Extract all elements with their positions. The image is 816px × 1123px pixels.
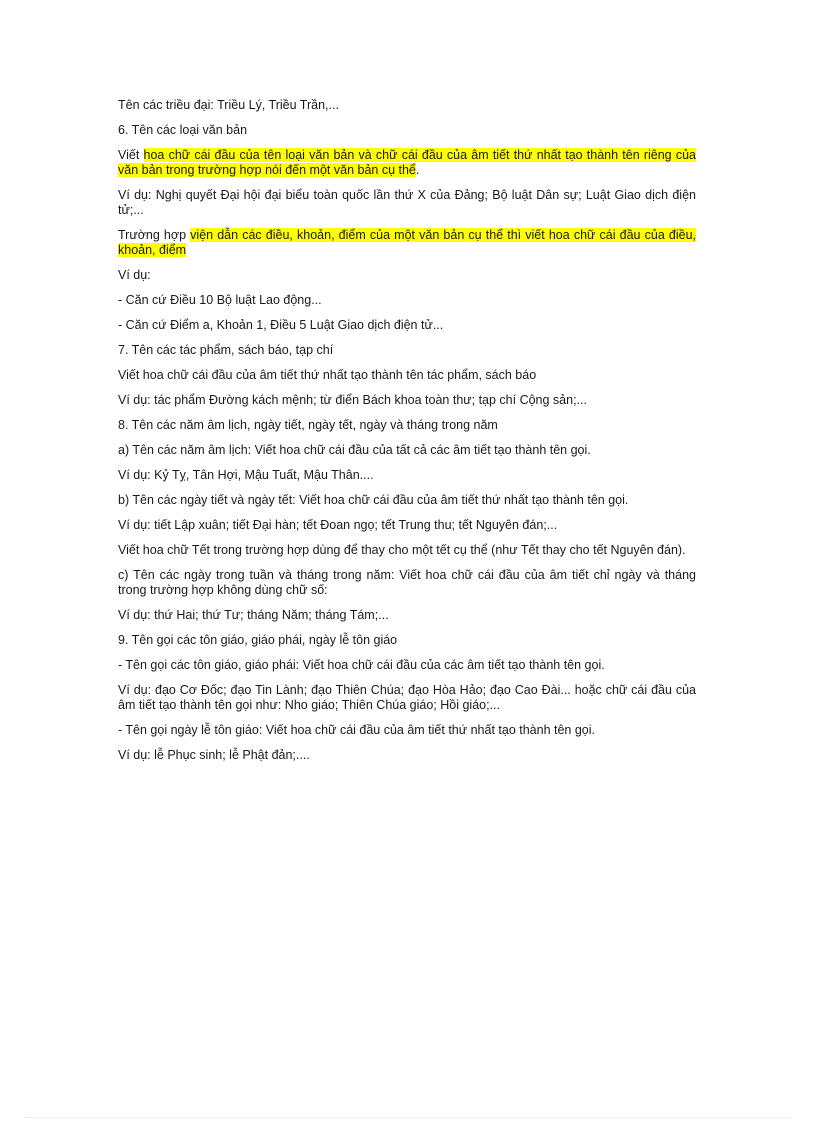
paragraph-religion-rule: - Tên gọi các tôn giáo, giáo phái: Viết hoa chữ cái đầu của các âm tiết tạo thành tên gọi. [118, 658, 605, 672]
paragraph-tet-rule: Viết hoa chữ Tết trong trường hợp dùng để thay cho một tết cụ thể (như Tết thay cho tết Nguyên đán). [118, 543, 686, 557]
highlighted-text: hoa chữ cái đầu của tên loại văn bản và chữ cái đầu của âm tiết thứ nhất tạo thành tên riêng của văn bản trong trường hợp nói đến một văn bản cụ thể [118, 148, 696, 177]
paragraph-festival-example: Ví dụ: tiết Lập xuân; tiết Đại hàn; tết Đoan ngọ; tết Trung thu; tết Nguyên đán;... [118, 518, 558, 532]
paragraph-lunar-year-rule: a) Tên các năm âm lịch: Viết hoa chữ cái đầu của tất cả các âm tiết tạo thành tên gọi. [118, 443, 591, 457]
paragraph-weekday-month-example: Ví dụ: thứ Hai; thứ Tư; tháng Năm; tháng Tám;... [118, 608, 389, 622]
paragraph-dynasty-example: Tên các triều đại: Triều Lý, Triều Trần,... [118, 98, 339, 112]
paragraph-works-rule: Viết hoa chữ cái đầu của âm tiết thứ nhất tạo thành tên tác phẩm, sách báo [118, 368, 537, 382]
paragraph-festival-rule: b) Tên các ngày tiết và ngày tết: Viết hoa chữ cái đầu của âm tiết thứ nhất tạo thành tên gọi. [118, 493, 629, 507]
paragraph-example-label: Ví dụ: [118, 268, 151, 282]
paragraph-document-type-example: Ví dụ: Nghị quyết Đại hội đại biểu toàn quốc lần thứ X của Đảng; Bộ luật Dân sự; Luật Giao dịch điện tử;... [118, 188, 696, 217]
paragraph-religion-example: Ví dụ: đạo Cơ Đốc; đạo Tin Lành; đạo Thiên Chúa; đạo Hòa Hảo; đạo Cao Đài... hoặc chữ cái đầu của âm tiết tạo thành tên gọi như: Nho giáo; Thiên Chúa giáo; Hồi giáo;... [118, 683, 696, 712]
heading-section-6: 6. Tên các loại văn bản [118, 123, 248, 137]
text-run: Trường hợp [118, 228, 191, 242]
paragraph-article-reference-rule [118, 228, 696, 258]
paragraph-example-item-2: - Căn cứ Điểm a, Khoản 1, Điều 5 Luật Giao dịch điện tử... [118, 318, 444, 332]
paragraph-document-type-rule [118, 148, 696, 178]
document-body [118, 98, 696, 773]
text-run: . [415, 163, 420, 177]
paragraph-religious-holiday-rule: - Tên gọi ngày lễ tôn giáo: Viết hoa chữ cái đầu của âm tiết thứ nhất tạo thành tên gọi. [118, 723, 596, 737]
page-bottom-divider [24, 1117, 792, 1118]
highlighted-text: viện dẫn các điều, khoản, điểm của một văn bản cụ thể thì viết hoa chữ cái đầu của điều, khoản, điểm [118, 228, 697, 257]
text-run: Viết [118, 148, 144, 162]
paragraph-religious-holiday-example: Ví dụ: lễ Phục sinh; lễ Phật đản;.... [118, 748, 310, 762]
paragraph-example-item-1: - Căn cứ Điều 10 Bộ luật Lao động... [118, 293, 322, 307]
paragraph-works-example: Ví dụ: tác phẩm Đường kách mệnh; từ điển Bách khoa toàn thư; tạp chí Cộng sản;... [118, 393, 587, 407]
paragraph-weekday-month-rule: c) Tên các ngày trong tuần và tháng trong năm: Viết hoa chữ cái đầu của âm tiết chỉ ngày và tháng trong trường hợp không dùng chữ số: [118, 568, 696, 597]
heading-section-9: 9. Tên gọi các tôn giáo, giáo phái, ngày lễ tôn giáo [118, 633, 398, 647]
paragraph-lunar-year-example: Ví dụ: Kỷ Tỵ, Tân Hợi, Mậu Tuất, Mậu Thân.... [118, 468, 374, 482]
heading-section-7: 7. Tên các tác phẩm, sách báo, tạp chí [118, 343, 334, 357]
heading-section-8: 8. Tên các năm âm lịch, ngày tiết, ngày tết, ngày và tháng trong năm [118, 418, 498, 432]
